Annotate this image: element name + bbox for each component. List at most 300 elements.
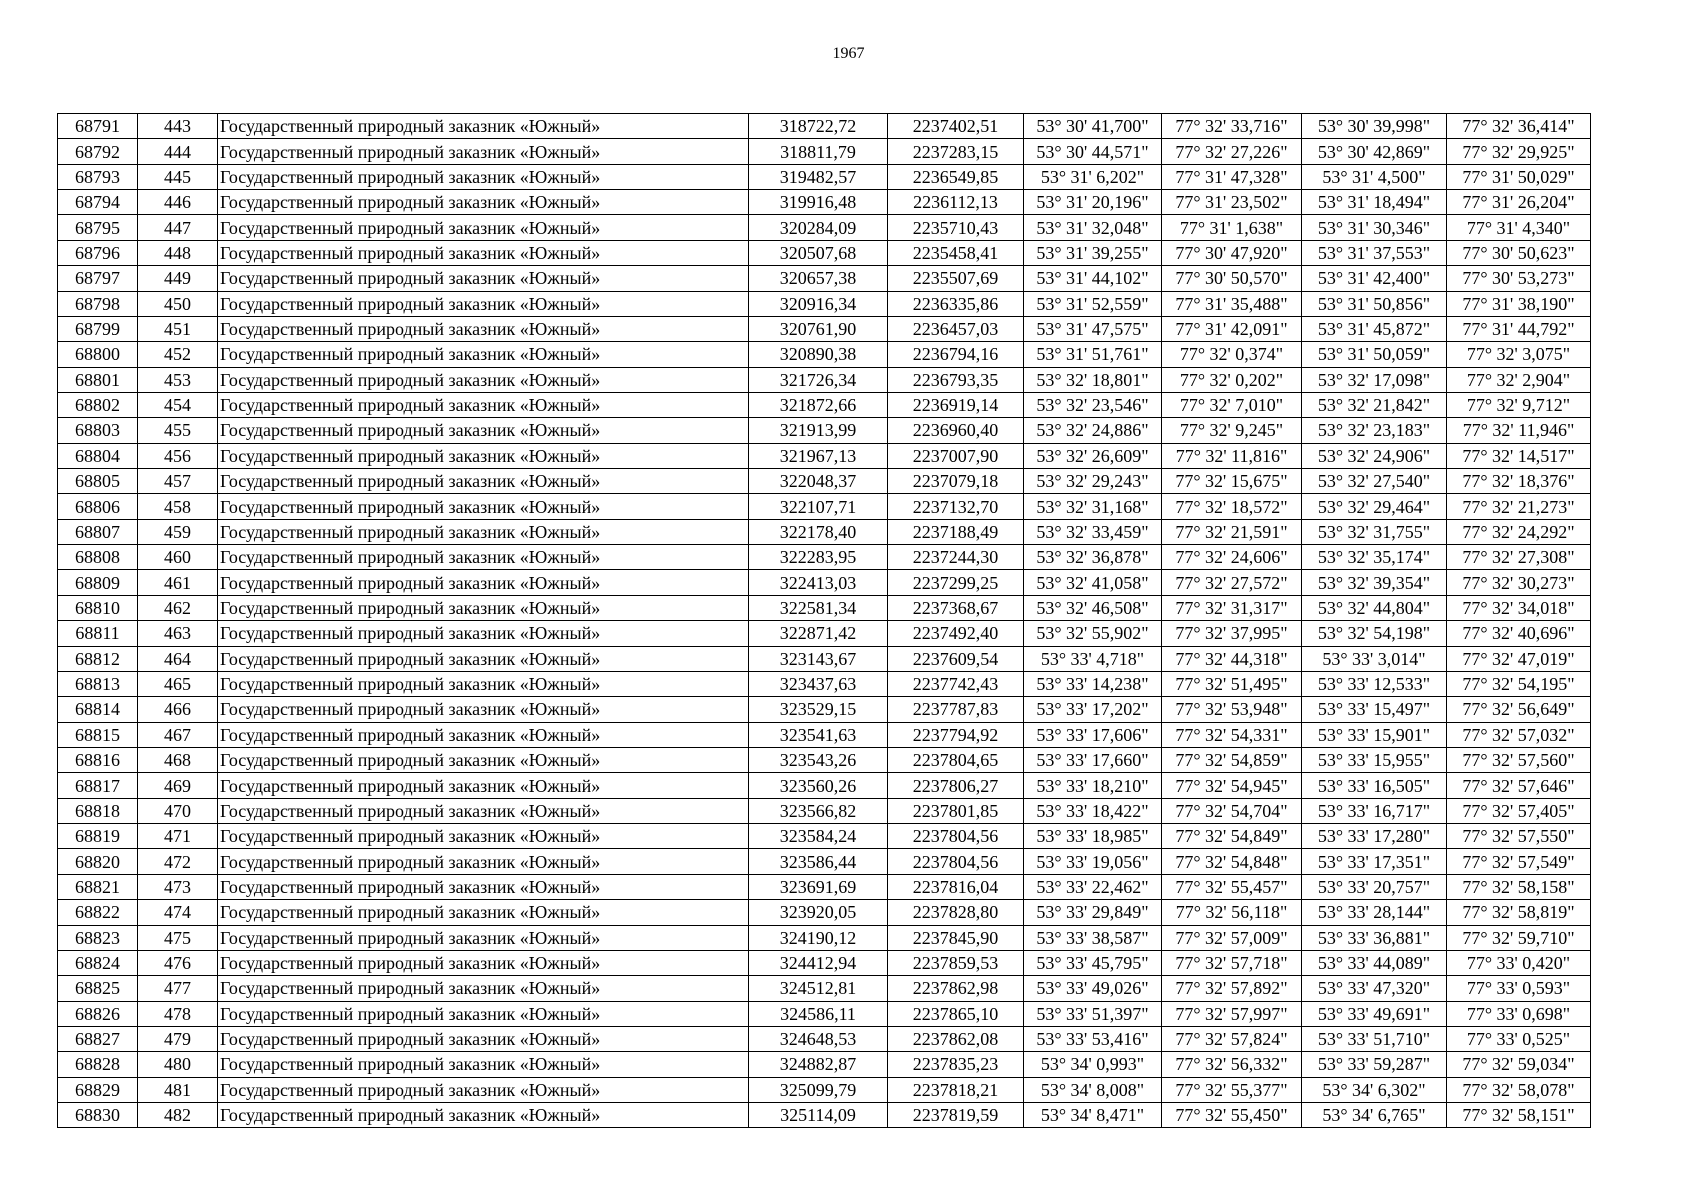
row-number-cell: 68819	[58, 824, 138, 849]
longitude-2-cell: 77° 32' 57,550"	[1447, 824, 1591, 849]
x-coordinate-cell: 321872,66	[749, 392, 888, 417]
latitude-2-cell: 53° 33' 15,497"	[1302, 697, 1447, 722]
latitude-1-cell: 53° 32' 29,243"	[1024, 469, 1162, 494]
row-number-cell: 68815	[58, 722, 138, 747]
object-name-cell: Государственный природный заказник «Южный»	[218, 215, 749, 240]
longitude-2-cell: 77° 32' 27,308"	[1447, 545, 1591, 570]
latitude-2-cell: 53° 33' 47,320"	[1302, 976, 1447, 1001]
y-coordinate-cell: 2236794,16	[888, 342, 1024, 367]
y-coordinate-cell: 2237845,90	[888, 925, 1024, 950]
point-number-cell: 479	[138, 1026, 218, 1051]
latitude-2-cell: 53° 33' 16,717"	[1302, 798, 1447, 823]
longitude-1-cell: 77° 32' 53,948"	[1162, 697, 1302, 722]
y-coordinate-cell: 2237819,59	[888, 1103, 1024, 1128]
object-name-cell: Государственный природный заказник «Южный»	[218, 266, 749, 291]
latitude-1-cell: 53° 31' 52,559"	[1024, 291, 1162, 316]
row-number-cell: 68797	[58, 266, 138, 291]
latitude-1-cell: 53° 32' 46,508"	[1024, 595, 1162, 620]
longitude-2-cell: 77° 32' 30,273"	[1447, 570, 1591, 595]
point-number-cell: 446	[138, 190, 218, 215]
row-number-cell: 68791	[58, 114, 138, 139]
latitude-1-cell: 53° 32' 31,168"	[1024, 494, 1162, 519]
longitude-1-cell: 77° 32' 57,824"	[1162, 1026, 1302, 1051]
latitude-2-cell: 53° 34' 6,302"	[1302, 1077, 1447, 1102]
longitude-2-cell: 77° 32' 59,034"	[1447, 1052, 1591, 1077]
table-row	[58, 190, 1591, 215]
point-number-cell: 458	[138, 494, 218, 519]
point-number-cell: 445	[138, 164, 218, 189]
object-name-cell: Государственный природный заказник «Южный»	[218, 519, 749, 544]
row-number-cell: 68823	[58, 925, 138, 950]
table-row	[58, 1026, 1591, 1051]
point-number-cell: 478	[138, 1001, 218, 1026]
object-name-cell: Государственный природный заказник «Южный»	[218, 291, 749, 316]
x-coordinate-cell: 322413,03	[749, 570, 888, 595]
point-number-cell: 460	[138, 545, 218, 570]
object-name-cell: Государственный природный заказник «Южный»	[218, 950, 749, 975]
object-name-cell: Государственный природный заказник «Южный»	[218, 849, 749, 874]
object-name-cell: Государственный природный заказник «Южный»	[218, 570, 749, 595]
latitude-1-cell: 53° 33' 18,985"	[1024, 824, 1162, 849]
latitude-2-cell: 53° 33' 17,280"	[1302, 824, 1447, 849]
longitude-2-cell: 77° 32' 56,649"	[1447, 697, 1591, 722]
object-name-cell: Государственный природный заказник «Южный»	[218, 494, 749, 519]
latitude-2-cell: 53° 32' 29,464"	[1302, 494, 1447, 519]
x-coordinate-cell: 324412,94	[749, 950, 888, 975]
latitude-2-cell: 53° 31' 37,553"	[1302, 240, 1447, 265]
longitude-1-cell: 77° 32' 44,318"	[1162, 646, 1302, 671]
y-coordinate-cell: 2237804,56	[888, 849, 1024, 874]
longitude-1-cell: 77° 32' 54,849"	[1162, 824, 1302, 849]
object-name-cell: Государственный природный заказник «Южный»	[218, 545, 749, 570]
latitude-1-cell: 53° 33' 18,422"	[1024, 798, 1162, 823]
latitude-2-cell: 53° 32' 21,842"	[1302, 392, 1447, 417]
row-number-cell: 68828	[58, 1052, 138, 1077]
x-coordinate-cell: 323691,69	[749, 874, 888, 899]
x-coordinate-cell: 325114,09	[749, 1103, 888, 1128]
latitude-1-cell: 53° 33' 38,587"	[1024, 925, 1162, 950]
longitude-2-cell: 77° 32' 57,646"	[1447, 773, 1591, 798]
x-coordinate-cell: 323920,05	[749, 900, 888, 925]
object-name-cell: Государственный природный заказник «Южный»	[218, 240, 749, 265]
y-coordinate-cell: 2237865,10	[888, 1001, 1024, 1026]
latitude-2-cell: 53° 32' 27,540"	[1302, 469, 1447, 494]
x-coordinate-cell: 321967,13	[749, 443, 888, 468]
point-number-cell: 464	[138, 646, 218, 671]
object-name-cell: Государственный природный заказник «Южный»	[218, 418, 749, 443]
row-number-cell: 68810	[58, 595, 138, 620]
latitude-1-cell: 53° 33' 45,795"	[1024, 950, 1162, 975]
x-coordinate-cell: 324190,12	[749, 925, 888, 950]
object-name-cell: Государственный природный заказник «Южный»	[218, 646, 749, 671]
longitude-1-cell: 77° 32' 57,718"	[1162, 950, 1302, 975]
longitude-1-cell: 77° 32' 0,374"	[1162, 342, 1302, 367]
y-coordinate-cell: 2237132,70	[888, 494, 1024, 519]
latitude-2-cell: 53° 32' 44,804"	[1302, 595, 1447, 620]
latitude-1-cell: 53° 32' 36,878"	[1024, 545, 1162, 570]
object-name-cell: Государственный природный заказник «Южный»	[218, 164, 749, 189]
x-coordinate-cell: 324512,81	[749, 976, 888, 1001]
longitude-1-cell: 77° 30' 50,570"	[1162, 266, 1302, 291]
row-number-cell: 68794	[58, 190, 138, 215]
latitude-2-cell: 53° 33' 17,351"	[1302, 849, 1447, 874]
y-coordinate-cell: 2237801,85	[888, 798, 1024, 823]
latitude-1-cell: 53° 31' 32,048"	[1024, 215, 1162, 240]
object-name-cell: Государственный природный заказник «Южный»	[218, 722, 749, 747]
y-coordinate-cell: 2237492,40	[888, 621, 1024, 646]
point-number-cell: 482	[138, 1103, 218, 1128]
point-number-cell: 452	[138, 342, 218, 367]
longitude-2-cell: 77° 32' 3,075"	[1447, 342, 1591, 367]
x-coordinate-cell: 323541,63	[749, 722, 888, 747]
table-row	[58, 215, 1591, 240]
y-coordinate-cell: 2237283,15	[888, 139, 1024, 164]
point-number-cell: 453	[138, 367, 218, 392]
longitude-2-cell: 77° 31' 50,029"	[1447, 164, 1591, 189]
object-name-cell: Государственный природный заказник «Южный»	[218, 874, 749, 899]
latitude-2-cell: 53° 31' 18,494"	[1302, 190, 1447, 215]
y-coordinate-cell: 2235710,43	[888, 215, 1024, 240]
x-coordinate-cell: 320916,34	[749, 291, 888, 316]
table-row	[58, 367, 1591, 392]
latitude-2-cell: 53° 32' 31,755"	[1302, 519, 1447, 544]
y-coordinate-cell: 2236549,85	[888, 164, 1024, 189]
longitude-2-cell: 77° 32' 21,273"	[1447, 494, 1591, 519]
longitude-2-cell: 77° 33' 0,420"	[1447, 950, 1591, 975]
latitude-1-cell: 53° 32' 41,058"	[1024, 570, 1162, 595]
y-coordinate-cell: 2237402,51	[888, 114, 1024, 139]
longitude-2-cell: 77° 30' 53,273"	[1447, 266, 1591, 291]
point-number-cell: 450	[138, 291, 218, 316]
point-number-cell: 476	[138, 950, 218, 975]
table-row	[58, 722, 1591, 747]
x-coordinate-cell: 325099,79	[749, 1077, 888, 1102]
x-coordinate-cell: 324648,53	[749, 1026, 888, 1051]
point-number-cell: 469	[138, 773, 218, 798]
table-row	[58, 900, 1591, 925]
longitude-2-cell: 77° 32' 34,018"	[1447, 595, 1591, 620]
longitude-2-cell: 77° 32' 29,925"	[1447, 139, 1591, 164]
object-name-cell: Государственный природный заказник «Южный»	[218, 925, 749, 950]
longitude-1-cell: 77° 32' 55,450"	[1162, 1103, 1302, 1128]
latitude-2-cell: 53° 32' 24,906"	[1302, 443, 1447, 468]
longitude-2-cell: 77° 32' 36,414"	[1447, 114, 1591, 139]
x-coordinate-cell: 323586,44	[749, 849, 888, 874]
latitude-1-cell: 53° 34' 0,993"	[1024, 1052, 1162, 1077]
row-number-cell: 68793	[58, 164, 138, 189]
table-row	[58, 418, 1591, 443]
latitude-2-cell: 53° 32' 23,183"	[1302, 418, 1447, 443]
latitude-1-cell: 53° 30' 44,571"	[1024, 139, 1162, 164]
point-number-cell: 443	[138, 114, 218, 139]
object-name-cell: Государственный природный заказник «Южный»	[218, 1103, 749, 1128]
x-coordinate-cell: 322048,37	[749, 469, 888, 494]
table-row	[58, 824, 1591, 849]
latitude-2-cell: 53° 32' 17,098"	[1302, 367, 1447, 392]
point-number-cell: 461	[138, 570, 218, 595]
latitude-1-cell: 53° 33' 14,238"	[1024, 671, 1162, 696]
longitude-1-cell: 77° 31' 42,091"	[1162, 316, 1302, 341]
latitude-1-cell: 53° 34' 8,008"	[1024, 1077, 1162, 1102]
object-name-cell: Государственный природный заказник «Южный»	[218, 469, 749, 494]
latitude-1-cell: 53° 33' 51,397"	[1024, 1001, 1162, 1026]
latitude-2-cell: 53° 31' 50,059"	[1302, 342, 1447, 367]
latitude-1-cell: 53° 33' 22,462"	[1024, 874, 1162, 899]
longitude-2-cell: 77° 31' 26,204"	[1447, 190, 1591, 215]
table-row	[58, 1001, 1591, 1026]
latitude-1-cell: 53° 30' 41,700"	[1024, 114, 1162, 139]
x-coordinate-cell: 324586,11	[749, 1001, 888, 1026]
object-name-cell: Государственный природный заказник «Южный»	[218, 392, 749, 417]
longitude-1-cell: 77° 32' 51,495"	[1162, 671, 1302, 696]
longitude-1-cell: 77° 32' 54,945"	[1162, 773, 1302, 798]
row-number-cell: 68804	[58, 443, 138, 468]
x-coordinate-cell: 320890,38	[749, 342, 888, 367]
longitude-1-cell: 77° 32' 11,816"	[1162, 443, 1302, 468]
longitude-1-cell: 77° 32' 55,457"	[1162, 874, 1302, 899]
table-row	[58, 874, 1591, 899]
point-number-cell: 481	[138, 1077, 218, 1102]
coordinates-table	[57, 113, 1591, 1128]
object-name-cell: Государственный природный заказник «Южный»	[218, 342, 749, 367]
point-number-cell: 463	[138, 621, 218, 646]
row-number-cell: 68822	[58, 900, 138, 925]
object-name-cell: Государственный природный заказник «Южный»	[218, 367, 749, 392]
longitude-1-cell: 77° 32' 56,118"	[1162, 900, 1302, 925]
longitude-1-cell: 77° 32' 55,377"	[1162, 1077, 1302, 1102]
table-row	[58, 545, 1591, 570]
y-coordinate-cell: 2237787,83	[888, 697, 1024, 722]
longitude-1-cell: 77° 32' 7,010"	[1162, 392, 1302, 417]
point-number-cell: 467	[138, 722, 218, 747]
latitude-2-cell: 53° 33' 12,533"	[1302, 671, 1447, 696]
table-row	[58, 621, 1591, 646]
latitude-2-cell: 53° 32' 39,354"	[1302, 570, 1447, 595]
point-number-cell: 451	[138, 316, 218, 341]
y-coordinate-cell: 2237742,43	[888, 671, 1024, 696]
longitude-2-cell: 77° 32' 24,292"	[1447, 519, 1591, 544]
row-number-cell: 68808	[58, 545, 138, 570]
point-number-cell: 472	[138, 849, 218, 874]
object-name-cell: Государственный природный заказник «Южный»	[218, 316, 749, 341]
y-coordinate-cell: 2237804,56	[888, 824, 1024, 849]
y-coordinate-cell: 2237244,30	[888, 545, 1024, 570]
object-name-cell: Государственный природный заказник «Южный»	[218, 976, 749, 1001]
row-number-cell: 68809	[58, 570, 138, 595]
latitude-2-cell: 53° 33' 15,955"	[1302, 747, 1447, 772]
table-row	[58, 443, 1591, 468]
row-number-cell: 68825	[58, 976, 138, 1001]
x-coordinate-cell: 321726,34	[749, 367, 888, 392]
longitude-1-cell: 77° 32' 15,675"	[1162, 469, 1302, 494]
latitude-1-cell: 53° 32' 55,902"	[1024, 621, 1162, 646]
x-coordinate-cell: 324882,87	[749, 1052, 888, 1077]
longitude-1-cell: 77° 32' 27,226"	[1162, 139, 1302, 164]
longitude-1-cell: 77° 32' 56,332"	[1162, 1052, 1302, 1077]
latitude-2-cell: 53° 32' 35,174"	[1302, 545, 1447, 570]
latitude-2-cell: 53° 33' 3,014"	[1302, 646, 1447, 671]
object-name-cell: Государственный природный заказник «Южный»	[218, 671, 749, 696]
latitude-1-cell: 53° 32' 24,886"	[1024, 418, 1162, 443]
longitude-2-cell: 77° 32' 57,549"	[1447, 849, 1591, 874]
table-row	[58, 139, 1591, 164]
y-coordinate-cell: 2237835,23	[888, 1052, 1024, 1077]
row-number-cell: 68800	[58, 342, 138, 367]
table-row	[58, 925, 1591, 950]
longitude-2-cell: 77° 32' 40,696"	[1447, 621, 1591, 646]
object-name-cell: Государственный природный заказник «Южный»	[218, 697, 749, 722]
longitude-1-cell: 77° 32' 0,202"	[1162, 367, 1302, 392]
latitude-1-cell: 53° 33' 53,416"	[1024, 1026, 1162, 1051]
latitude-1-cell: 53° 33' 17,202"	[1024, 697, 1162, 722]
y-coordinate-cell: 2236335,86	[888, 291, 1024, 316]
longitude-1-cell: 77° 32' 57,892"	[1162, 976, 1302, 1001]
longitude-2-cell: 77° 30' 50,623"	[1447, 240, 1591, 265]
latitude-1-cell: 53° 31' 20,196"	[1024, 190, 1162, 215]
longitude-2-cell: 77° 31' 38,190"	[1447, 291, 1591, 316]
longitude-2-cell: 77° 32' 9,712"	[1447, 392, 1591, 417]
row-number-cell: 68827	[58, 1026, 138, 1051]
y-coordinate-cell: 2235507,69	[888, 266, 1024, 291]
row-number-cell: 68806	[58, 494, 138, 519]
x-coordinate-cell: 322871,42	[749, 621, 888, 646]
longitude-2-cell: 77° 32' 57,560"	[1447, 747, 1591, 772]
table-row	[58, 570, 1591, 595]
longitude-1-cell: 77° 32' 57,009"	[1162, 925, 1302, 950]
row-number-cell: 68807	[58, 519, 138, 544]
y-coordinate-cell: 2237299,25	[888, 570, 1024, 595]
object-name-cell: Государственный природный заказник «Южный»	[218, 443, 749, 468]
latitude-2-cell: 53° 30' 39,998"	[1302, 114, 1447, 139]
x-coordinate-cell: 322107,71	[749, 494, 888, 519]
x-coordinate-cell: 319482,57	[749, 164, 888, 189]
object-name-cell: Государственный природный заказник «Южный»	[218, 1077, 749, 1102]
object-name-cell: Государственный природный заказник «Южный»	[218, 1026, 749, 1051]
row-number-cell: 68805	[58, 469, 138, 494]
latitude-2-cell: 53° 31' 42,400"	[1302, 266, 1447, 291]
longitude-1-cell: 77° 30' 47,920"	[1162, 240, 1302, 265]
longitude-2-cell: 77° 32' 18,376"	[1447, 469, 1591, 494]
longitude-2-cell: 77° 33' 0,593"	[1447, 976, 1591, 1001]
y-coordinate-cell: 2237188,49	[888, 519, 1024, 544]
row-number-cell: 68796	[58, 240, 138, 265]
y-coordinate-cell: 2237828,80	[888, 900, 1024, 925]
row-number-cell: 68824	[58, 950, 138, 975]
point-number-cell: 457	[138, 469, 218, 494]
table-row	[58, 240, 1591, 265]
longitude-1-cell: 77° 32' 54,859"	[1162, 747, 1302, 772]
row-number-cell: 68799	[58, 316, 138, 341]
longitude-1-cell: 77° 32' 24,606"	[1162, 545, 1302, 570]
longitude-2-cell: 77° 32' 57,405"	[1447, 798, 1591, 823]
latitude-2-cell: 53° 33' 20,757"	[1302, 874, 1447, 899]
row-number-cell: 68820	[58, 849, 138, 874]
x-coordinate-cell: 320761,90	[749, 316, 888, 341]
latitude-1-cell: 53° 32' 23,546"	[1024, 392, 1162, 417]
x-coordinate-cell: 323584,24	[749, 824, 888, 849]
table-row	[58, 976, 1591, 1001]
latitude-1-cell: 53° 33' 17,606"	[1024, 722, 1162, 747]
point-number-cell: 459	[138, 519, 218, 544]
row-number-cell: 68826	[58, 1001, 138, 1026]
longitude-1-cell: 77° 31' 47,328"	[1162, 164, 1302, 189]
latitude-2-cell: 53° 33' 59,287"	[1302, 1052, 1447, 1077]
longitude-1-cell: 77° 32' 21,591"	[1162, 519, 1302, 544]
point-number-cell: 462	[138, 595, 218, 620]
row-number-cell: 68811	[58, 621, 138, 646]
latitude-2-cell: 53° 33' 49,691"	[1302, 1001, 1447, 1026]
latitude-1-cell: 53° 33' 4,718"	[1024, 646, 1162, 671]
y-coordinate-cell: 2237862,98	[888, 976, 1024, 1001]
x-coordinate-cell: 323566,82	[749, 798, 888, 823]
row-number-cell: 68795	[58, 215, 138, 240]
table-row	[58, 1103, 1591, 1128]
table-row	[58, 671, 1591, 696]
latitude-2-cell: 53° 32' 54,198"	[1302, 621, 1447, 646]
latitude-1-cell: 53° 33' 49,026"	[1024, 976, 1162, 1001]
table-row	[58, 950, 1591, 975]
point-number-cell: 454	[138, 392, 218, 417]
latitude-1-cell: 53° 33' 29,849"	[1024, 900, 1162, 925]
point-number-cell: 466	[138, 697, 218, 722]
longitude-2-cell: 77° 32' 59,710"	[1447, 925, 1591, 950]
x-coordinate-cell: 319916,48	[749, 190, 888, 215]
latitude-1-cell: 53° 33' 18,210"	[1024, 773, 1162, 798]
longitude-1-cell: 77° 32' 54,848"	[1162, 849, 1302, 874]
point-number-cell: 444	[138, 139, 218, 164]
longitude-2-cell: 77° 33' 0,698"	[1447, 1001, 1591, 1026]
longitude-2-cell: 77° 32' 58,078"	[1447, 1077, 1591, 1102]
x-coordinate-cell: 320284,09	[749, 215, 888, 240]
table-row	[58, 164, 1591, 189]
x-coordinate-cell: 323560,26	[749, 773, 888, 798]
y-coordinate-cell: 2237816,04	[888, 874, 1024, 899]
object-name-cell: Государственный природный заказник «Южный»	[218, 798, 749, 823]
point-number-cell: 473	[138, 874, 218, 899]
row-number-cell: 68829	[58, 1077, 138, 1102]
latitude-1-cell: 53° 31' 6,202"	[1024, 164, 1162, 189]
row-number-cell: 68818	[58, 798, 138, 823]
point-number-cell: 455	[138, 418, 218, 443]
latitude-2-cell: 53° 31' 30,346"	[1302, 215, 1447, 240]
latitude-1-cell: 53° 31' 51,761"	[1024, 342, 1162, 367]
row-number-cell: 68798	[58, 291, 138, 316]
row-number-cell: 68812	[58, 646, 138, 671]
latitude-2-cell: 53° 33' 36,881"	[1302, 925, 1447, 950]
latitude-2-cell: 53° 31' 4,500"	[1302, 164, 1447, 189]
longitude-2-cell: 77° 32' 47,019"	[1447, 646, 1591, 671]
table-row	[58, 747, 1591, 772]
table-row	[58, 1052, 1591, 1077]
x-coordinate-cell: 322581,34	[749, 595, 888, 620]
point-number-cell: 465	[138, 671, 218, 696]
page-number: 1967	[832, 45, 865, 62]
table-row	[58, 469, 1591, 494]
y-coordinate-cell: 2237859,53	[888, 950, 1024, 975]
x-coordinate-cell: 323543,26	[749, 747, 888, 772]
longitude-1-cell: 77° 31' 35,488"	[1162, 291, 1302, 316]
row-number-cell: 68830	[58, 1103, 138, 1128]
latitude-2-cell: 53° 31' 45,872"	[1302, 316, 1447, 341]
table-row	[58, 697, 1591, 722]
latitude-1-cell: 53° 32' 26,609"	[1024, 443, 1162, 468]
longitude-1-cell: 77° 32' 54,331"	[1162, 722, 1302, 747]
point-number-cell: 474	[138, 900, 218, 925]
x-coordinate-cell: 322178,40	[749, 519, 888, 544]
longitude-2-cell: 77° 32' 58,151"	[1447, 1103, 1591, 1128]
x-coordinate-cell: 318722,72	[749, 114, 888, 139]
longitude-2-cell: 77° 32' 58,158"	[1447, 874, 1591, 899]
